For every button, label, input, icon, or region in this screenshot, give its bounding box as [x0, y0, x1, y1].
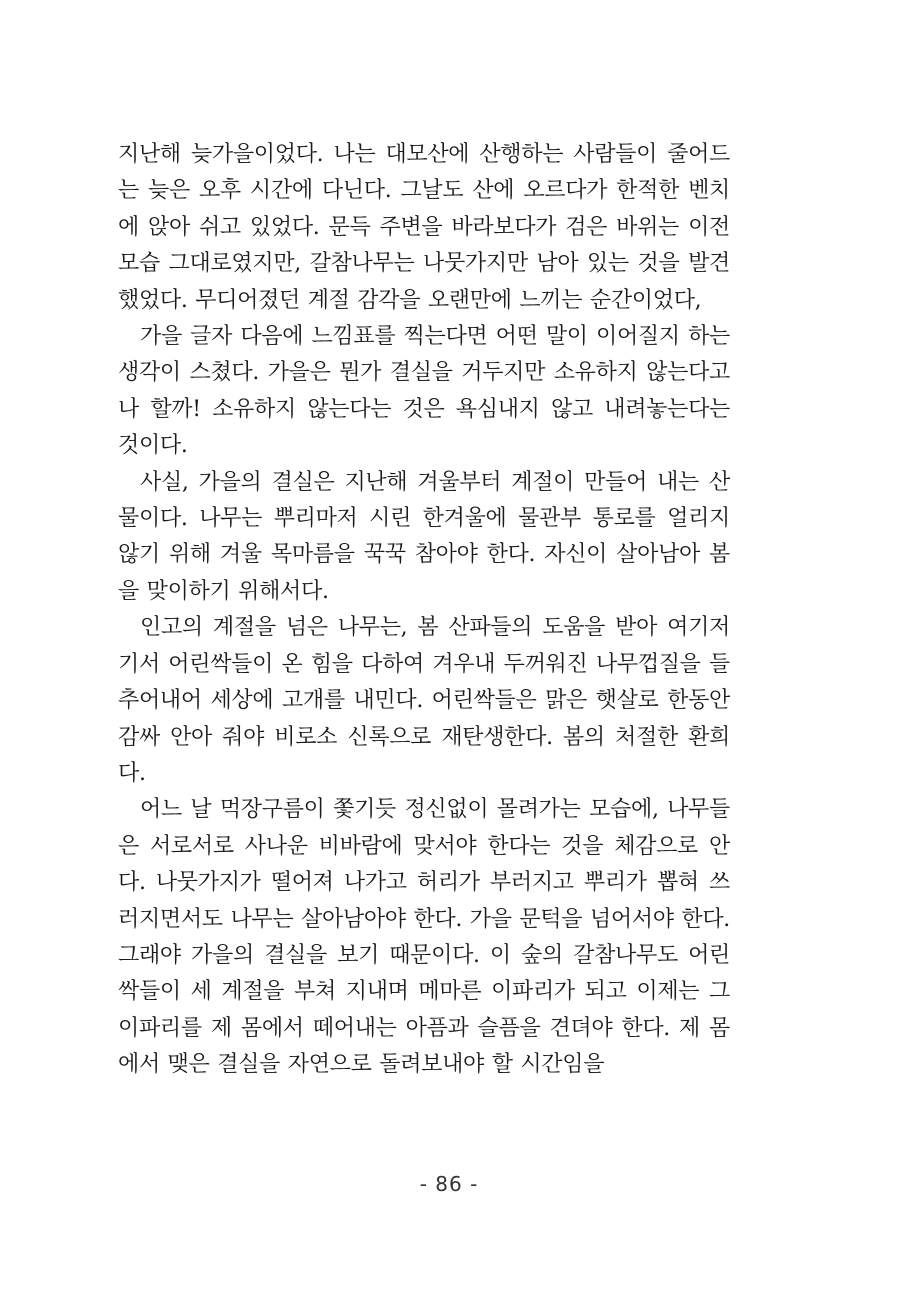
paragraph-4: 인고의 계절을 넘은 나무는, 봄 산파들의 도움을 받아 여기저기서 어린싹들이 온 힘을 다하여 겨우내 두꺼워진 나무껍질을 들추어내어 세상에 고개를 내민다. 어린싹들은 맑은 햇살로 한동안 감싸 안아 줘야 비로소 신록으로 재탄생한다. 봄의 처절한 환희다.	[118, 615, 730, 786]
paragraph-1: 지난해 늦가을이었다. 나는 대모산에 산행하는 사람들이 줄어드는 늦은 오후 시간에 다닌다. 그날도 산에 오르다가 한적한 벤치에 앉아 쉬고 있었다. 문득 주변을 바라보다가 검은 바위는 이전 모습 그대로였지만, 갈참나무는 나뭇가지만 남아 있는 것을 발견했었다. 무디어졌던 계절 감각을 오랜만에 느끼는 순간이었다,	[118, 142, 730, 313]
body-text	[118, 137, 730, 1084]
paragraph-3: 사실, 가을의 결실은 지난해 겨울부터 계절이 만들어 내는 산물이다. 나무는 뿌리마저 시린 한겨울에 물관부 통로를 얼리지 않기 위해 겨울 목마름을 꾹꾹 참아야 한다. 자신이 살아남아 봄을 맞이하기 위해서다.	[118, 469, 730, 604]
paragraph-5: 어느 날 먹장구름이 쫓기듯 정신없이 몰려가는 모습에, 나무들은 서로서로 사나운 비바람에 맞서야 한다는 것을 체감으로 안다. 나뭇가지가 떨어져 나가고 허리가 부러지고 뿌리가 뽑혀 쓰러지면서도 나무는 살아남아야 한다. 가을 문턱을 넘어서야 한다. 그래야 가을의 결실을 보기 때문이다. 이 숲의 갈참나무도 어린싹들이 세 계절을 부쳐 지내며 메마른 이파리가 되고 이제는 그 이파리를 제 몸에서 떼어내는 아픔과 슬픔을 견뎌야 한다. 제 몸에서 맺은 결실을 자연으로 돌려보내야 할 시간임을	[118, 797, 730, 1078]
paragraph-2: 가을 글자 다음에 느낌표를 찍는다면 어떤 말이 이어질지 하는 생각이 스쳤다. 가을은 뭔가 결실을 거두지만 소유하지 않는다고나 할까! 소유하지 않는다는 것은 욕심내지 않고 내려놓는다는 것이다.	[118, 324, 730, 459]
page-number: - 86 -	[419, 1172, 479, 1196]
